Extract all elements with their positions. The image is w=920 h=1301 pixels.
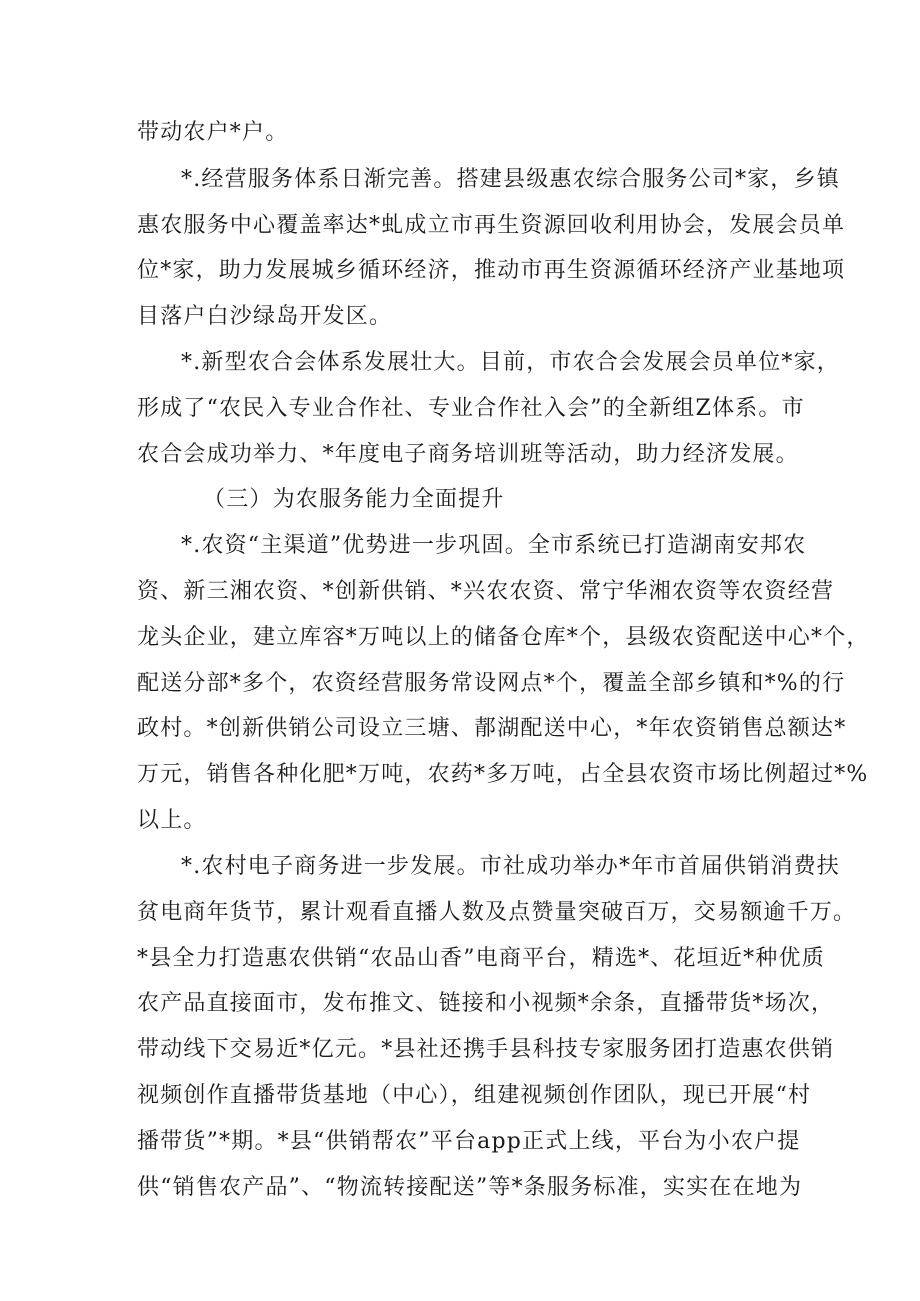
text-line: *.农村电子商务进一步发展。市社成功举办*年市首届供销消费扶 (181, 854, 840, 879)
text-line: 供“销售农产品”、“物流转接配送”等*条服务标准，实实在在地为 (137, 1175, 803, 1200)
text-line: 农合会成功举力、*年度电子商务培训班等活动，助力经济发展。 (137, 442, 799, 467)
text-line: 目落户白沙绿岛开发区。 (137, 304, 393, 329)
text-line: 位*家，助力发展城乡循环经济，推动市再生资源循环经济产业基地项 (137, 258, 846, 283)
text-line: 万元，销售各种化肥*万吨，农药*多万吨，占全县农资市场比例超过*% (137, 762, 869, 787)
text-line: 贫电商年货节，累计观看直播人数及点赞量突破百万，交易额逾千万。 (137, 900, 857, 925)
text-line: 带动线下交易近*亿元。*县社还携手县科技专家服务团打造惠农供销 (137, 1037, 835, 1062)
text-line: *.新型农合会体系发展壮大。目前，市农合会发展会员单位*家， (181, 350, 840, 375)
text-line: 农产品直接面市，发布推文、链接和小视频*余条，直播带货*场次， (137, 991, 835, 1016)
text-line: *.农资“主渠道”优势进一步巩固。全市系统已打造湖南安邦农 (181, 533, 807, 558)
section-heading: （三）为农服务能力全面提升 (203, 487, 505, 512)
text-line: 带动农户*户。 (137, 120, 289, 145)
text-line: *.经营服务体系日渐完善。搭建县级惠农综合服务公司*家，乡镇 (181, 167, 840, 192)
text-line: 形成了“农民入专业合作社、专业合作社入会”的全新组Z体系。市 (137, 396, 805, 421)
text-line: 视频创作直播带货基地（中心），组建视频创作团队，现已开展“村 (137, 1083, 812, 1108)
text-line: 惠农服务中心覆盖率达*虬成立市再生资源回收利用协会，发展会员单 (137, 213, 846, 238)
text-line: 播带货”*期。*县“供销帮农”平台app正式上线，平台为小农户提 (137, 1129, 801, 1154)
text-line: 资、新三湘农资、*创新供销、*兴农农资、常宁华湘农资等农资经营 (137, 579, 835, 604)
text-line: *县全力打造惠农供销“农品山香”电商平台，精选*、花垣近*种优质 (137, 946, 825, 971)
text-line: 政村。*创新供销公司设立三塘、郬湖配送中心，*年农资销售总额达* (137, 716, 847, 741)
text-line: 龙头企业，建立库容*万吨以上的储备仓库*个，县级农资配送中心*个， (137, 625, 870, 650)
text-line: 以上。 (137, 808, 207, 833)
text-line: 配送分部*多个，农资经营服务常设网点*个，覆盖全部乡镇和*%的行 (137, 671, 846, 696)
